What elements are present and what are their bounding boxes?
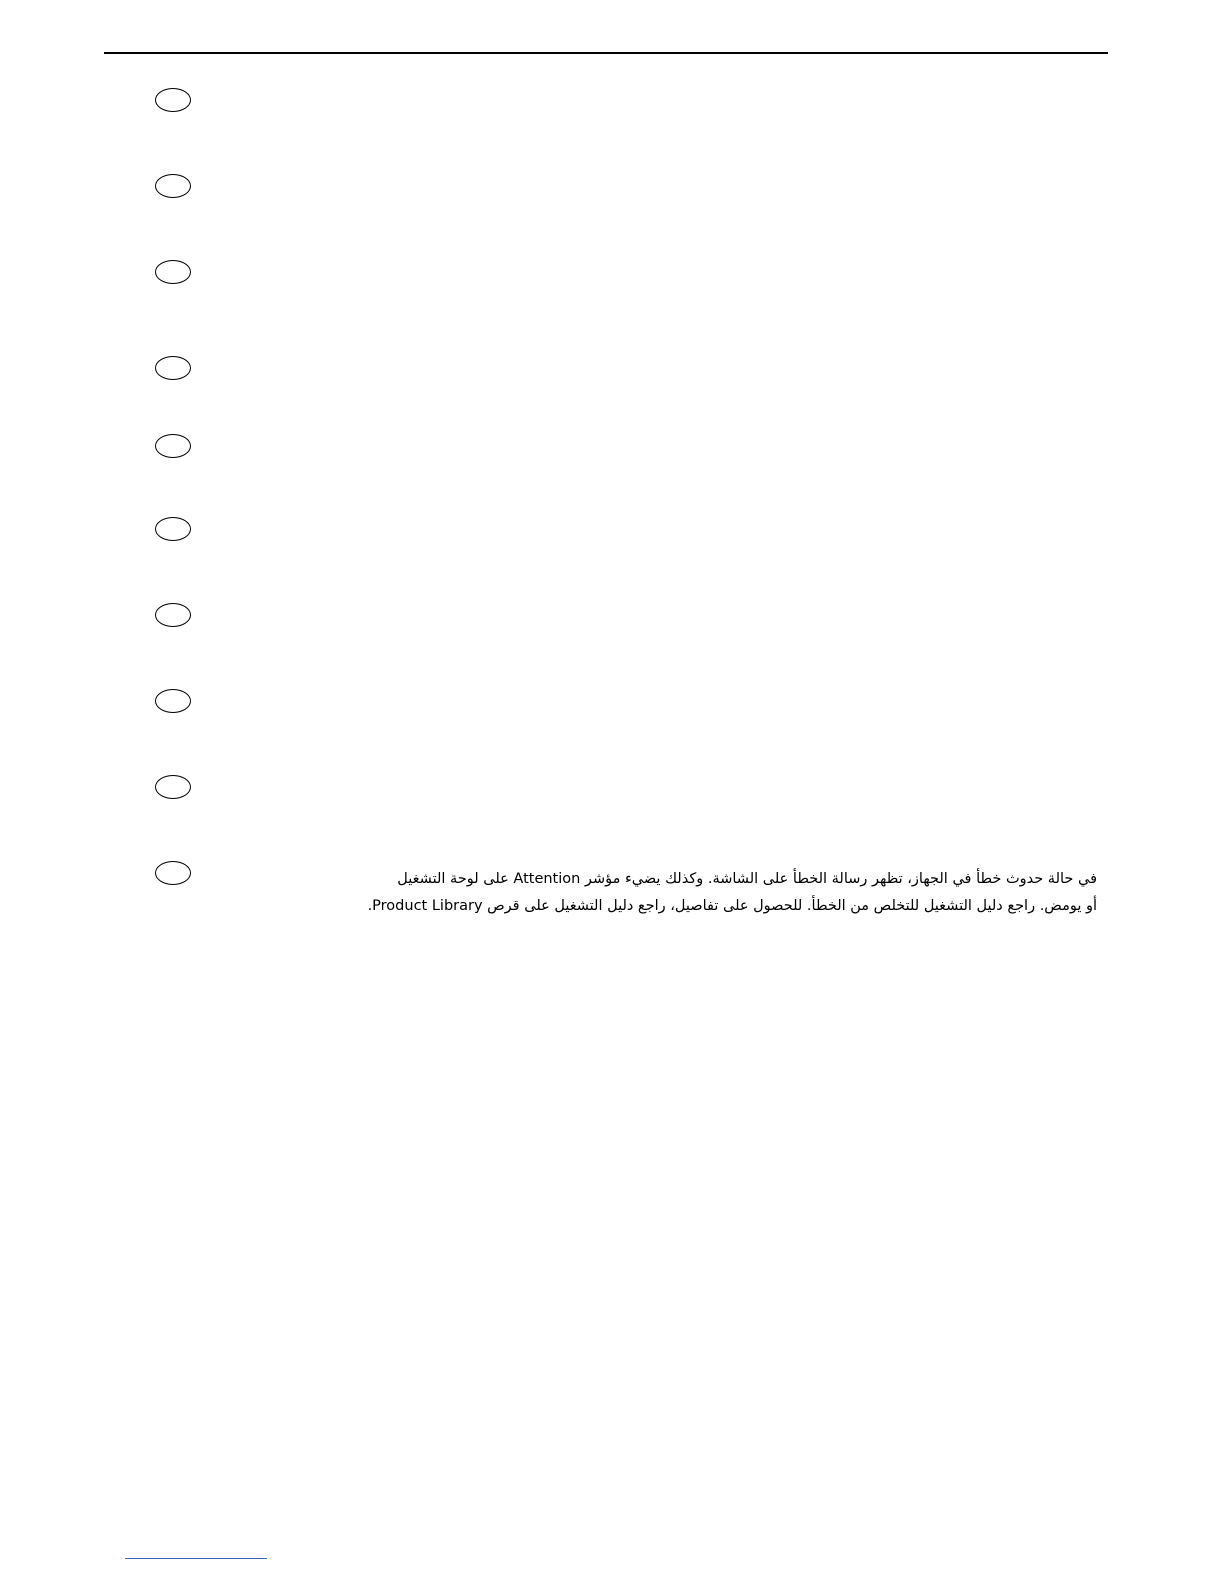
language-marker-5 (155, 434, 191, 458)
arabic-line-1: في حالة حدوث خطأ في الجهاز، تظهر رسالة الخطأ على الشاشة. وكذلك يضيء مؤشر Attention على لوحة التشغيل (397, 871, 1097, 887)
language-marker-7 (155, 603, 191, 627)
language-marker-6 (155, 517, 191, 541)
language-marker-4 (155, 356, 191, 380)
language-marker-3 (155, 260, 191, 284)
header-rule (104, 52, 1108, 54)
language-marker-8 (155, 689, 191, 713)
language-marker-9 (155, 775, 191, 799)
language-marker-10 (155, 861, 191, 885)
language-marker-2 (155, 174, 191, 198)
footer-rule (125, 1558, 267, 1559)
language-marker-1 (155, 88, 191, 112)
arabic-line-2: أو يومض. راجع دليل التشغيل للتخلص من الخطأ. للحصول على تفاصيل، راجع دليل التشغيل على قرص Product Library. (367, 898, 1097, 914)
arabic-paragraph (367, 866, 1097, 920)
